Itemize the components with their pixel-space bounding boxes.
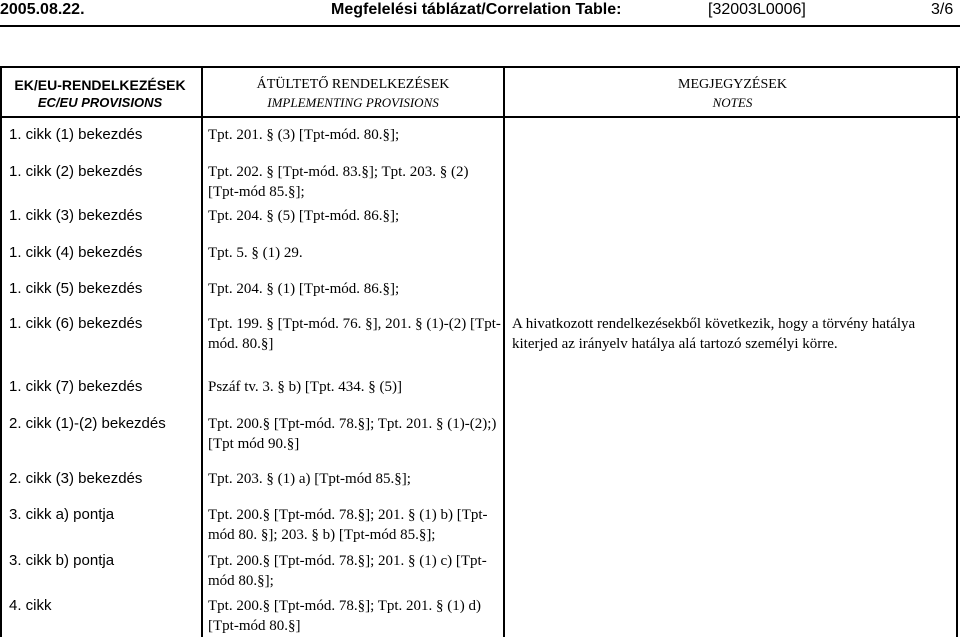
- implementing-cell: Tpt. 200.§ [Tpt-mód. 78.§]; Tpt. 201. § (1) d) [Tpt-mód 80.§]: [208, 598, 482, 634]
- implementing-cell: Pszáf tv. 3. § b) [Tpt. 434. § (5)]: [208, 379, 402, 395]
- column-header-hu: ÁTÜLTETŐ RENDELKEZÉSEK: [256, 77, 450, 92]
- column-divider-left: [0, 66, 2, 637]
- implementing-cell: Tpt. 199. § [Tpt-mód. 76. §], 201. § (1)-(2) [Tpt-mód. 80.§]: [208, 316, 501, 352]
- implementing-cell: Tpt. 200.§ [Tpt-mód. 78.§]; Tpt. 201. § (1)-(2);) [Tpt mód 90.§]: [208, 416, 497, 452]
- column-header-hu: MEGJEGYZÉSEK: [678, 77, 787, 92]
- column-header-hu: EK/EU-RENDELKEZÉSEK: [14, 77, 186, 93]
- column-header-en: NOTES: [712, 95, 753, 110]
- provision-cell: 4. cikk: [9, 597, 52, 614]
- provision-cell: 1. cikk (7) bekezdés: [9, 378, 143, 395]
- header-date: 2005.08.22.: [0, 1, 85, 18]
- implementing-cell: Tpt. 202. § [Tpt-mód. 83.§]; Tpt. 203. § (2) [Tpt-mód 85.§];: [208, 164, 469, 200]
- header-code: [32003L0006]: [708, 1, 806, 18]
- header-title: Megfelelési táblázat/Correlation Table:: [331, 1, 622, 18]
- provision-cell: 1. cikk (1) bekezdés: [9, 126, 143, 143]
- column-header-notes: [505, 76, 960, 112]
- provision-cell: 2. cikk (3) bekezdés: [9, 470, 143, 487]
- provision-cell: 3. cikk a) pontja: [9, 506, 115, 523]
- header-page-number: 3/6: [931, 1, 954, 18]
- implementing-cell: Tpt. 201. § (3) [Tpt-mód. 80.§];: [208, 127, 400, 143]
- provision-cell: 1. cikk (6) bekezdés: [9, 315, 143, 332]
- implementing-cell: Tpt. 204. § (1) [Tpt-mód. 86.§];: [208, 281, 400, 297]
- column-header-implementing: [203, 76, 503, 112]
- column-header-provisions: [0, 76, 200, 112]
- implementing-cell: Tpt. 204. § (5) [Tpt-mód. 86.§];: [208, 208, 400, 224]
- column-header-en: EC/EU PROVISIONS: [37, 95, 163, 110]
- provision-cell: 1. cikk (4) bekezdés: [9, 244, 143, 261]
- column-divider-1: [201, 66, 203, 637]
- table-header-divider: [0, 116, 960, 118]
- header-rule: [0, 25, 960, 27]
- provision-cell: 1. cikk (5) bekezdés: [9, 280, 143, 297]
- implementing-cell: Tpt. 200.§ [Tpt-mód. 78.§]; 201. § (1) b) [Tpt-mód 80. §]; 203. § b) [Tpt-mód 85.§];: [208, 507, 488, 543]
- column-divider-right: [956, 66, 958, 637]
- implementing-cell: Tpt. 200.§ [Tpt-mód. 78.§]; 201. § (1) c) [Tpt-mód 80.§];: [208, 553, 487, 589]
- provision-cell: 1. cikk (2) bekezdés: [9, 163, 143, 180]
- provision-cell: 1. cikk (3) bekezdés: [9, 207, 143, 224]
- implementing-cell: Tpt. 5. § (1) 29.: [208, 245, 303, 261]
- provision-cell: 2. cikk (1)-(2) bekezdés: [9, 415, 166, 432]
- notes-cell: A hivatkozott rendelkezésekből következik, hogy a törvény hatálya kiterjed az irányelv hatálya alá tartozó személyi körre.: [512, 316, 916, 352]
- implementing-cell: Tpt. 203. § (1) a) [Tpt-mód 85.§];: [208, 471, 411, 487]
- column-header-en: IMPLEMENTING PROVISIONS: [267, 95, 439, 110]
- provision-cell: 3. cikk b) pontja: [9, 552, 115, 569]
- column-divider-2: [503, 66, 505, 637]
